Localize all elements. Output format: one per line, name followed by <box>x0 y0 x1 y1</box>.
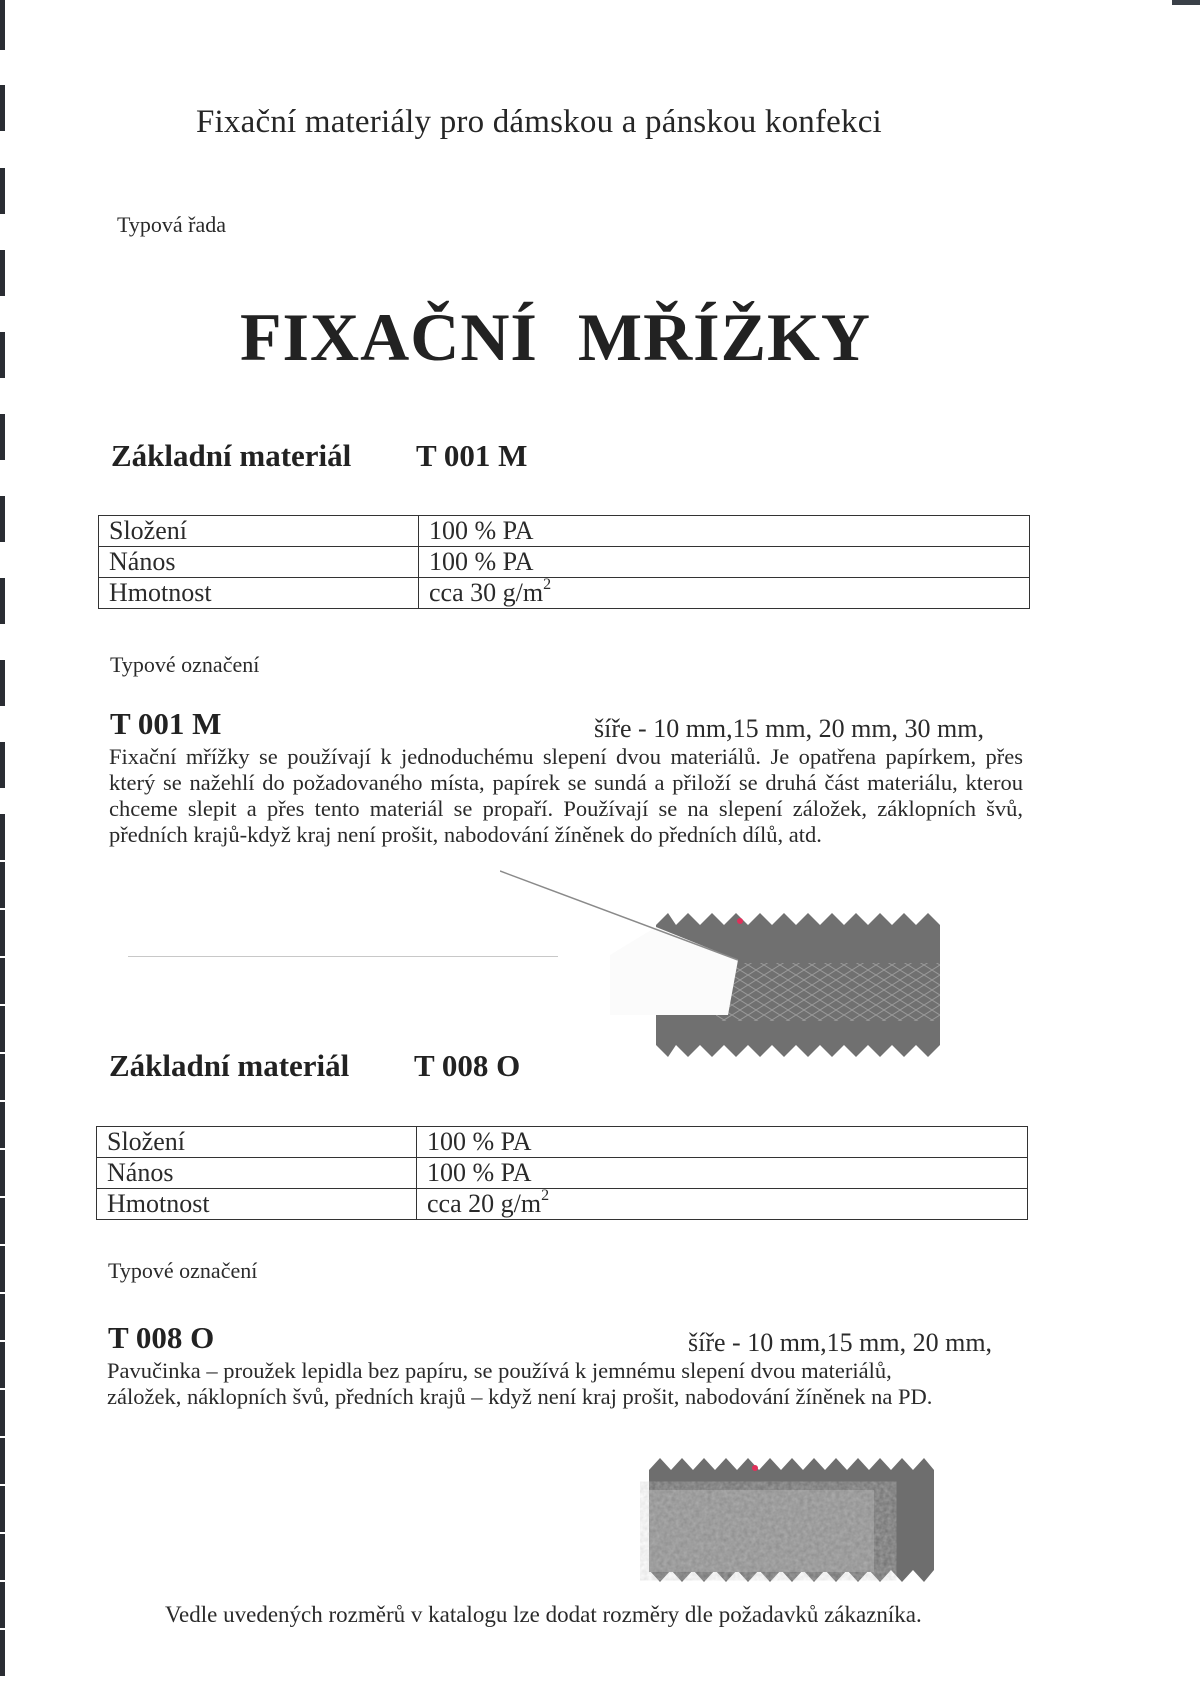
table-row <box>97 1189 1028 1220</box>
type-code: T 001 M <box>110 706 222 741</box>
spec-key: Složení <box>99 516 419 547</box>
product-heading <box>109 1048 521 1084</box>
product-heading-label: Základní materiál <box>109 1048 350 1083</box>
page-title: Fixační materiály pro dámskou a pánskou konfekci <box>196 104 882 140</box>
spec-key: Hmotnost <box>99 578 419 609</box>
spec-table <box>96 1126 1028 1220</box>
spec-key: Složení <box>97 1127 417 1158</box>
product-heading-label: Základní materiál <box>111 438 352 473</box>
series-label: Typová řada <box>117 212 227 237</box>
fold-line <box>128 956 558 957</box>
superscript: 2 <box>541 1187 550 1204</box>
spec-value: cca 30 g/m <box>429 578 544 607</box>
type-label: Typové označení <box>108 1258 258 1283</box>
scan-corner-mark <box>1172 0 1200 5</box>
spec-value-cell <box>419 578 1030 609</box>
table-row <box>97 1158 1028 1189</box>
description-line: Pavučinka – proužek lepidla bez papíru, se používá k jemnému slepení dvou materiálů, <box>107 1358 892 1383</box>
table-row <box>97 1127 1028 1158</box>
spec-value: 100 % PA <box>419 547 1030 578</box>
main-heading: FIXAČNÍ MŘÍŽKY <box>240 299 871 375</box>
spec-value: cca 20 g/m <box>427 1189 542 1218</box>
available-widths: šíře - 10 mm,15 mm, 20 mm, 30 mm, <box>594 714 984 743</box>
spec-value-cell <box>417 1189 1028 1220</box>
product-description: Fixační mřížky se používají k jednoduchému slepení dvou materiálů. Je opatřena papírkem, přes který se nažehlí do požadovaného místa, papírek se sundá a přiloží se druhá část materiálu, kterou chceme slepit a přes tento materiál se propaří. Používají se na slepení záložek, záklopních švů, předních krajů-když kraj není prošit, nabodování žíněnek do předních dílů, atd. <box>109 744 1023 847</box>
product-description <box>107 1358 1047 1410</box>
spec-key: Nános <box>99 547 419 578</box>
type-label: Typové označení <box>110 652 260 677</box>
table-row <box>99 516 1030 547</box>
product-code: T 001 M <box>416 438 528 473</box>
available-widths: šíře - 10 mm,15 mm, 20 mm, <box>688 1328 993 1357</box>
type-code: T 008 O <box>108 1320 215 1355</box>
spec-key: Nános <box>97 1158 417 1189</box>
mesh-swatch-image <box>500 865 960 1060</box>
product-heading <box>111 438 528 474</box>
spec-table <box>98 515 1030 609</box>
spec-value: 100 % PA <box>417 1127 1028 1158</box>
superscript: 2 <box>543 576 552 593</box>
table-row <box>99 547 1030 578</box>
footer-note: Vedle uvedených rozměrů v katalogu lze dodat rozměry dle požadavků zákazníka. <box>165 1602 922 1627</box>
spec-value: 100 % PA <box>417 1158 1028 1189</box>
table-row <box>99 578 1030 609</box>
description-line: záložek, náklopních švů, předních krajů – když není kraj prošit, nabodování žíněnek na PD. <box>107 1384 933 1409</box>
scan-edge-marks <box>0 0 6 1698</box>
spec-value: 100 % PA <box>419 516 1030 547</box>
spec-key: Hmotnost <box>97 1189 417 1220</box>
product-code: T 008 O <box>414 1048 521 1083</box>
web-strip-swatch-image <box>640 1450 940 1590</box>
